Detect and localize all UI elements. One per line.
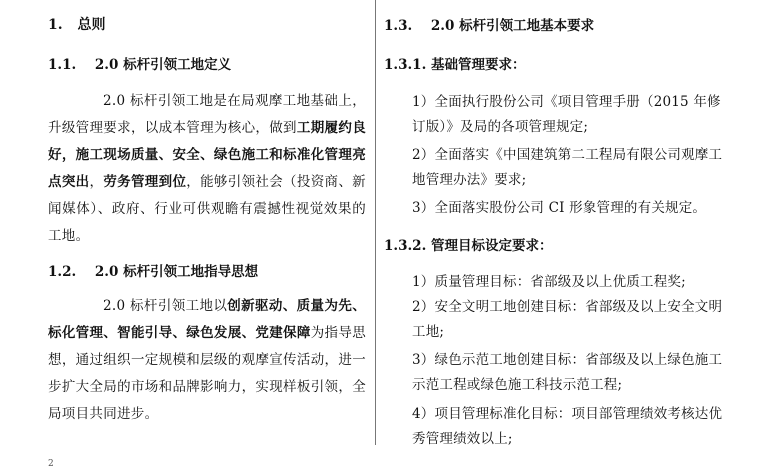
text-run: 2.0 标杆引领工地以 — [103, 298, 228, 314]
section-title: 2.0 标杆引领工地定义 — [94, 57, 232, 73]
heading-general — [48, 14, 106, 34]
bold-run: 工期履约良好，施工现场质量、安全、绿色施工和标准化管理亮点突出 — [48, 120, 366, 190]
bold-run: 劳务管理到位 — [103, 174, 187, 190]
list-item: 2）全面落实《中国建筑第二工程局有限公司观摩工地管理办法》要求; — [412, 147, 723, 188]
section-number: 1.3. — [384, 18, 413, 34]
heading-number: 1. — [48, 17, 63, 33]
heading-1-2 — [48, 260, 258, 280]
text-run: 为指导思想，通过组织一定规模和层级的观摩宣传活动，进一步扩大全局的市场和品牌影响力，实现样板引领，全局项目共同进步。 — [48, 325, 366, 422]
heading-1-3 — [384, 14, 594, 34]
list-item: 1）质量管理目标：省部级及以上优质工程奖; — [412, 274, 686, 290]
section-number: 1.1. — [48, 57, 77, 73]
list-item: 3）全面落实股份公司 CI 形象管理的有关规定。 — [412, 200, 707, 216]
list-item: 1）全面执行股份公司《项目管理手册（2015 年修订版）》及局的各项管理规定; — [412, 94, 721, 135]
heading-1-1 — [48, 53, 231, 73]
section-title: 2.0 标杆引领工地指导思想 — [94, 264, 259, 280]
text-run: 2.0 标杆引领工地是在局观摩工地基础上，升级管理要求，以成本管理为核心，做到 — [48, 93, 366, 136]
definition-paragraph — [48, 88, 366, 250]
section-title: 2.0 标杆引领工地基本要求 — [430, 18, 595, 34]
section-number: 1.3.1. — [384, 57, 427, 73]
guiding-paragraph — [48, 293, 366, 428]
heading-1-3-1 — [384, 53, 525, 73]
page-number: 2 — [48, 459, 54, 469]
list-item: 2）安全文明工地创建目标：省部级及以上安全文明工地; — [412, 299, 723, 340]
section-title: 基础管理要求： — [430, 57, 526, 73]
section-title: 管理目标设定要求： — [430, 238, 553, 254]
bold-run: 创新驱动、质量为先、标化管理、智能引导、绿色发展、党建保障 — [48, 298, 367, 341]
text-run: ， — [89, 174, 104, 190]
section-number: 1.2. — [48, 264, 77, 280]
section-number: 1.3.2. — [384, 238, 427, 254]
list-item: 4）项目管理标准化目标：项目部管理绩效考核达优秀管理绩效以上; — [412, 406, 723, 447]
heading-title: 总则 — [77, 17, 106, 33]
heading-1-3-2 — [384, 234, 552, 254]
list-item: 3）绿色示范工地创建目标：省部级及以上绿色施工示范工程或绿色施工科技示范工程; — [412, 352, 723, 393]
text-run: ，能够引领社会（投资商、新闻媒体）、政府、行业可供观瞻有震撼性视觉效果的工地。 — [48, 174, 366, 244]
column-divider — [375, 0, 376, 445]
